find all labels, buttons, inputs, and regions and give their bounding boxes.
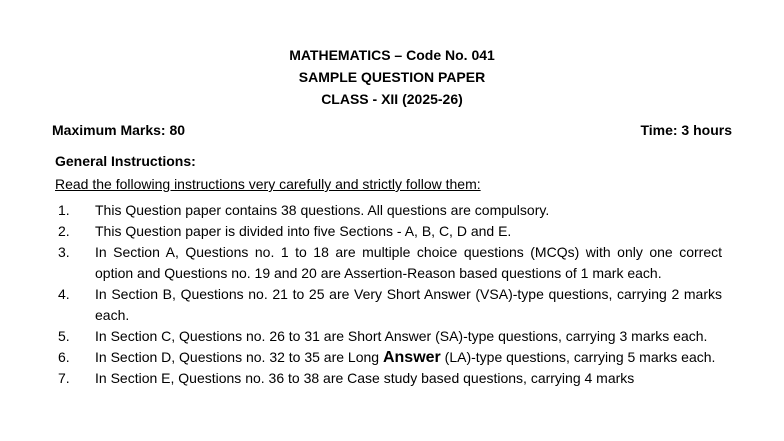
marks-row [52,120,732,140]
paper-title: MATHEMATICS – Code No. 041 [289,47,495,63]
instruction-emphasis: Answer [382,349,441,366]
instruction-number: 3. [58,244,70,260]
instruction-text: This Question paper is divided into five Sections - A, B, C, D and E. [95,223,512,239]
instruction-text: In Section B, Questions no. 21 to 25 are Very Short Answer (VSA)-type questions, carrying 2 marks each. [95,286,722,323]
instructions-list [58,200,722,389]
paper-subtitle: SAMPLE QUESTION PAPER [298,69,486,85]
instruction-number: 6. [58,349,70,365]
instruction-number: 4. [58,286,70,302]
instruction-text: In Section E, Questions no. 36 to 38 are Case study based questions, carrying 4 marks [95,370,635,386]
time-allowed: Time: 3 hours [640,122,732,138]
maximum-marks: Maximum Marks: 80 [52,122,186,138]
instruction-text-start: In Section D, Questions no. 32 to 35 are Long [95,349,383,365]
general-instructions-heading: General Instructions: [55,153,196,169]
instruction-number: 7. [58,370,70,386]
instruction-number: 2. [58,223,70,239]
instruction-text: In Section C, Questions no. 26 to 31 are Short Answer (SA)-type questions, carrying 3 marks each. [95,328,708,344]
instruction-item [58,347,722,368]
class-line: CLASS - XII (2025-26) [321,91,463,107]
instruction-text: In Section A, Questions no. 1 to 18 are multiple choice questions (MCQs) with only one correct option and Questions no. 19 and 20 are Assertion-Reason based questions of 1 mark each. [95,244,722,281]
instruction-item [58,242,722,284]
instruction-number: 5. [58,328,70,344]
instruction-number: 1. [58,202,70,218]
instruction-item [58,326,722,347]
instruction-item [58,368,722,389]
instruction-item [58,200,722,221]
instruction-text-end: (LA)-type questions, carrying 5 marks each. [440,349,716,365]
instructions-subheading: Read the following instructions very carefully and strictly follow them: [55,176,481,192]
instruction-text: This Question paper contains 38 questions. All questions are compulsory. [95,202,550,218]
instruction-item [58,221,722,242]
instruction-item [58,284,722,326]
